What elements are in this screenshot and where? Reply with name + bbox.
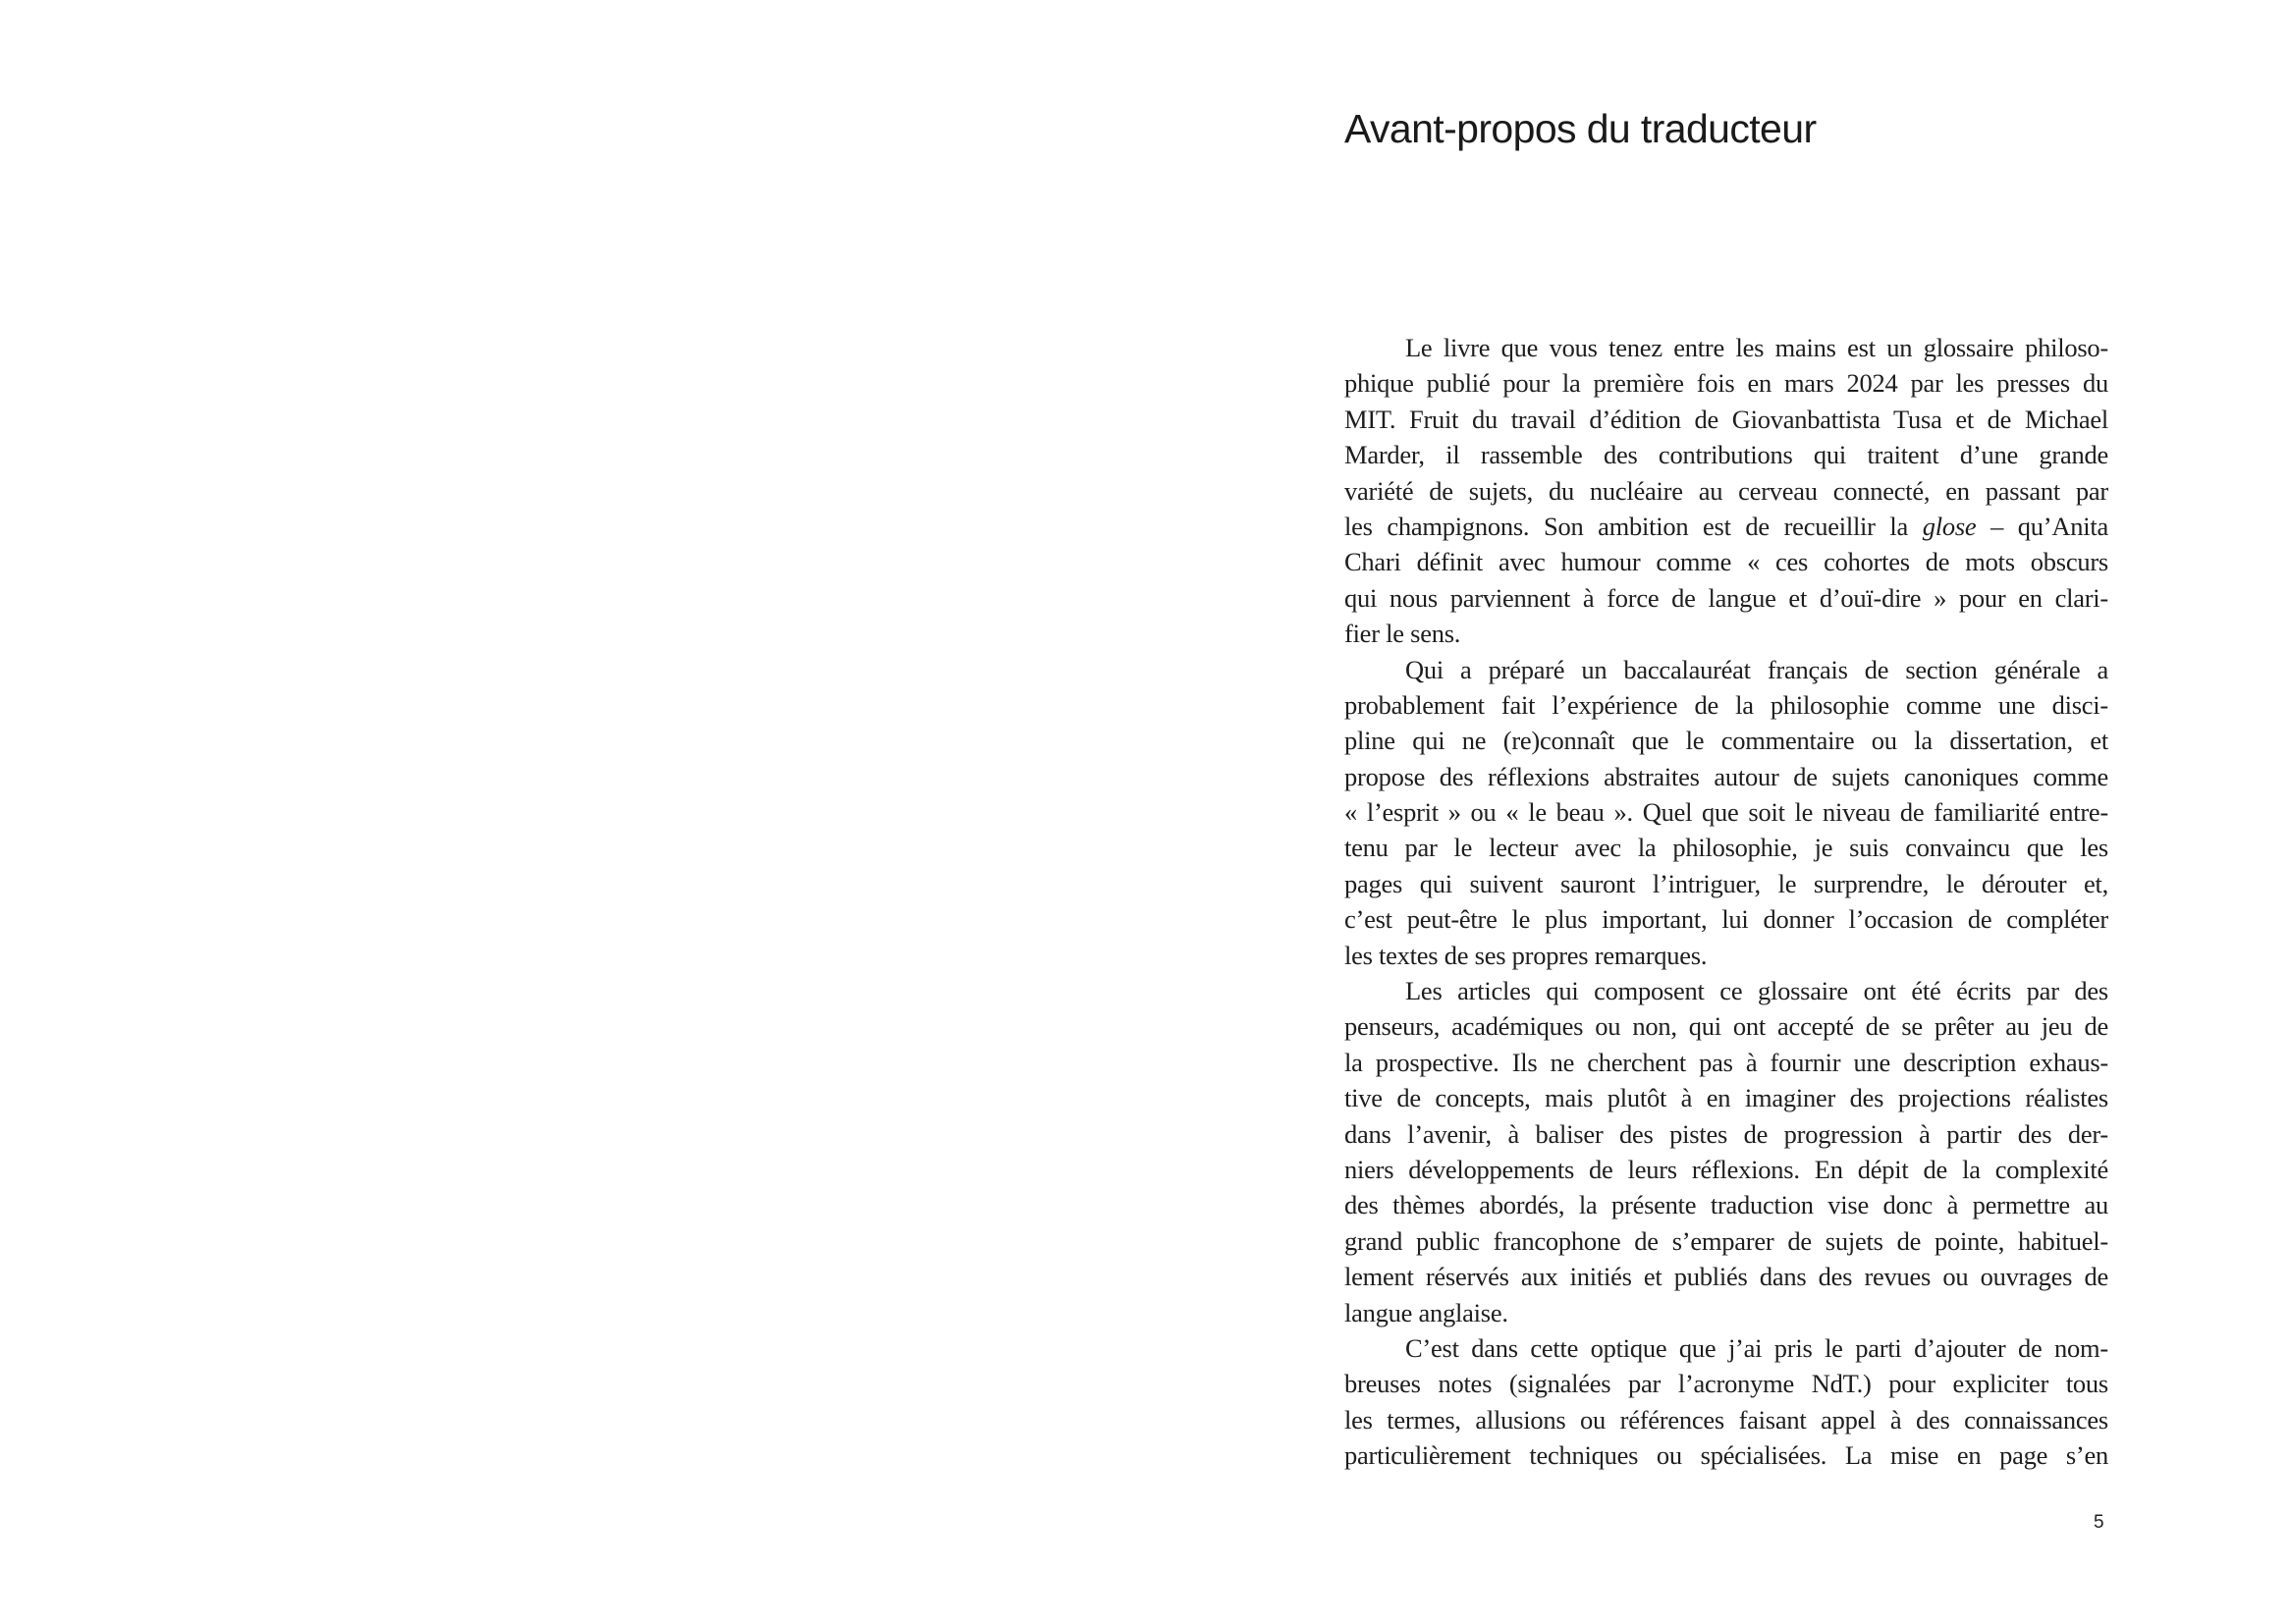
text-line: niers développements de leurs réflexions. En dépit de la complexité (1344, 1154, 2108, 1184)
text-line: Les articles qui composent ce glossaire ont été écrits par des (1405, 976, 2108, 1006)
text-line: MIT. Fruit du travail d’édition de Giovanbattista Tusa et de Michael (1344, 404, 2108, 434)
text-line: des thèmes abordés, la présente traduction vise donc à permettre au (1344, 1190, 2108, 1220)
text-line: particulièrement techniques ou spécialisées. La mise en page s’en (1344, 1440, 2108, 1471)
text-line: qui nous parviennent à force de langue et d’ouï-dire » pour en clari- (1344, 582, 2108, 613)
italic-term: glose (1922, 511, 1977, 541)
text-line: « l’esprit » ou « le beau ». Quel que soit le niveau de familiarité entre- (1344, 797, 2108, 828)
text-line: lement réservés aux initiés et publiés dans des revues ou ouvrages de (1344, 1262, 2108, 1292)
text-line: Qui a préparé un baccalauréat français de section générale a (1405, 654, 2108, 684)
text-line: Marder, il rassemble des contributions qui traitent d’une grande (1344, 440, 2108, 470)
paragraph (1344, 652, 2108, 974)
text-segment: les champignons. Son ambition est de recueillir la (1344, 511, 1923, 541)
body-text (1344, 330, 2108, 1474)
text-line: C’est dans cette optique que j’ai pris le parti d’ajouter de nom- (1405, 1332, 2108, 1363)
text-line: probablement fait l’expérience de la philosophie comme une disci- (1344, 689, 2108, 720)
text-line: la prospective. Ils ne cherchent pas à fournir une description exhaus- (1344, 1047, 2108, 1077)
text-line: phique publié pour la première fois en mars 2024 par les presses du (1344, 368, 2108, 399)
paragraph (1344, 973, 2108, 1330)
text-line: dans l’avenir, à baliser des pistes de progression à partir des der- (1344, 1118, 2108, 1149)
text-line: Chari définit avec humour comme « ces cohortes de mots obscurs (1344, 547, 2108, 577)
text-line (1344, 509, 2108, 544)
text-line: variété de sujets, du nucléaire au cerveau connecté, en passant par (1344, 475, 2108, 506)
text-line: les termes, allusions ou références faisant appel à des connaissances (1344, 1404, 2108, 1435)
text-line: les textes de ses propres remarques. (1344, 940, 1708, 970)
text-line: pline qui ne (re)connaît que le commentaire ou la dissertation, et (1344, 726, 2108, 756)
text-line: fier le sens. (1344, 619, 1461, 649)
text-line: breuses notes (signalées par l’acronyme NdT.) pour expliciter tous (1344, 1369, 2108, 1399)
left-page-blank (0, 0, 1144, 1624)
text-line: penseurs, académiques ou non, qui ont accepté de se prêter au jeu de (1344, 1011, 2108, 1042)
paragraph (1344, 330, 2108, 652)
text-line: Le livre que vous tenez entre les mains est un glossaire philoso- (1405, 333, 2108, 362)
page-number: 5 (2094, 1512, 2104, 1533)
text-line: propose des réflexions abstraites autour de sujets canoniques comme (1344, 761, 2108, 791)
paragraph (1344, 1330, 2108, 1474)
text-line: c’est peut-être le plus important, lui donner l’occasion de compléter (1344, 904, 2108, 935)
text-line: langue anglaise. (1344, 1297, 1508, 1327)
text-line: pages qui suivent sauront l’intriguer, le surprendre, le dérouter et, (1344, 868, 2108, 898)
text-line: grand public francophone de s’emparer de sujets de pointe, habituel- (1344, 1225, 2108, 1256)
text-line: tenu par le lecteur avec la philosophie, je suis convaincu que les (1344, 833, 2108, 863)
text-line: tive de concepts, mais plutôt à en imaginer des projections réalistes (1344, 1083, 2108, 1113)
text-segment: – qu’Anita (1976, 511, 2108, 541)
chapter-heading: Avant-propos du traducteur (1344, 106, 1817, 151)
